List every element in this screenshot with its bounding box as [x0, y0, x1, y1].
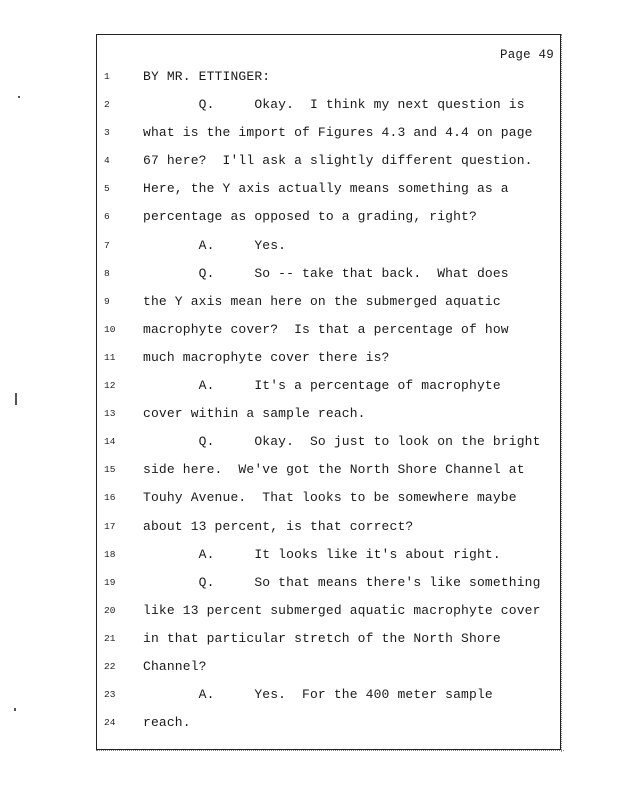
transcript-line: side here. We've got the North Shore Channel at: [143, 462, 525, 478]
transcript-line: cover within a sample reach.: [143, 406, 366, 422]
transcript-line: like 13 percent submerged aquatic macrophyte cover: [143, 602, 541, 618]
transcript-line: percentage as opposed to a grading, right?: [143, 209, 477, 225]
transcript-line: much macrophyte cover there is?: [143, 349, 390, 365]
line-number: 10: [104, 323, 116, 335]
line-number-column: [104, 68, 126, 742]
transcript-line: in that particular stretch of the North Shore: [143, 630, 501, 646]
transcript-line: reach.: [143, 715, 191, 731]
line-number: 8: [104, 267, 110, 279]
page-number: Page 49: [500, 48, 554, 62]
transcript-line: A. It looks like it's about right.: [143, 546, 501, 562]
line-number: 15: [104, 464, 116, 476]
transcript-line: Q. So that means there's like something: [143, 574, 541, 590]
line-number: 1: [104, 71, 110, 82]
transcript-text-column: [143, 68, 555, 742]
transcript-line: BY MR. ETTINGER:: [143, 69, 271, 84]
line-number: 5: [104, 183, 110, 195]
transcript-line: Here, the Y axis actually means something as a: [143, 181, 509, 197]
frame-edge-right: [561, 34, 565, 752]
line-number: 7: [104, 239, 110, 251]
line-number: 16: [104, 492, 116, 504]
frame-edge-bottom: [96, 750, 564, 754]
transcript-line: what is the import of Figures 4.3 and 4.4 on page: [143, 125, 533, 141]
line-number: 9: [104, 295, 110, 307]
transcript-line: 67 here? I'll ask a slightly different question.: [143, 153, 533, 169]
line-number: 17: [104, 520, 116, 532]
line-number: 23: [104, 689, 116, 701]
line-number: 18: [104, 548, 116, 560]
line-number: 22: [104, 660, 116, 672]
transcript-line: A. It's a percentage of macrophyte: [143, 378, 501, 394]
scan-speck: [18, 96, 20, 98]
transcript-line: the Y axis mean here on the submerged aquatic: [143, 293, 501, 309]
transcript-line: A. Yes.: [143, 237, 287, 253]
line-number: 3: [104, 127, 110, 139]
line-number: 14: [104, 436, 116, 448]
scan-speck: [14, 708, 16, 711]
transcript-line: Q. Okay. So just to look on the bright: [143, 434, 541, 450]
line-number: 2: [104, 99, 110, 111]
transcript-line: about 13 percent, is that correct?: [143, 518, 414, 534]
line-number: 12: [104, 380, 116, 392]
transcript-line: macrophyte cover? Is that a percentage of how: [143, 321, 509, 337]
transcript-line: A. Yes. For the 400 meter sample: [143, 687, 493, 703]
line-number: 4: [104, 155, 110, 167]
transcript-line: Q. Okay. I think my next question is: [143, 97, 525, 113]
transcript-line: Q. So -- take that back. What does: [143, 265, 509, 281]
transcript-line: Touhy Avenue. That looks to be somewhere maybe: [143, 490, 517, 506]
line-number: 11: [104, 351, 116, 363]
line-number: 21: [104, 632, 116, 644]
transcript-line: Channel?: [143, 658, 207, 674]
scan-speck: [15, 393, 17, 405]
line-number: 24: [104, 717, 116, 729]
line-number: 13: [104, 408, 116, 420]
line-number: 19: [104, 576, 116, 588]
line-number: 6: [104, 211, 110, 223]
line-number: 20: [104, 604, 116, 616]
